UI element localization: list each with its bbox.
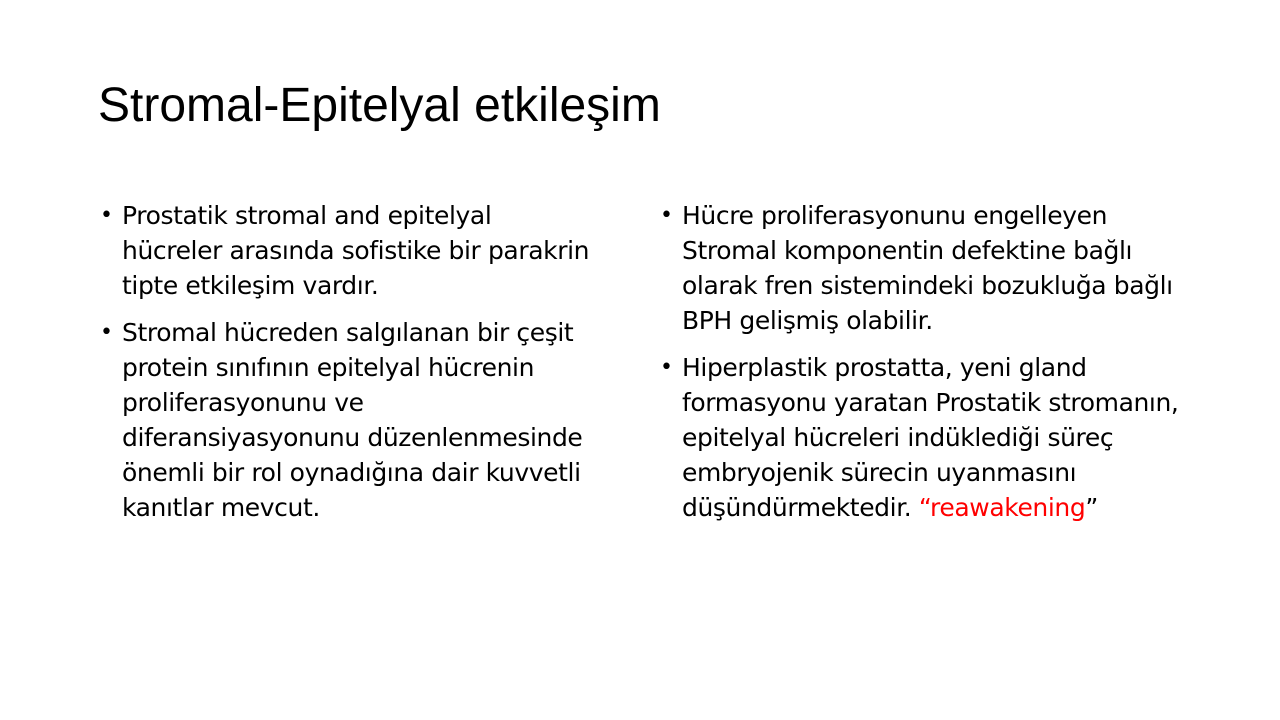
- right-bullet-list: [660, 198, 1180, 537]
- closing-quote: ”: [1085, 493, 1098, 522]
- bullet-icon: •: [100, 203, 113, 228]
- bullet-text: Prostatik stromal and epitelyal hücreler arasında sofistike bir parakrin tipte etkileşim vardır.: [122, 201, 590, 300]
- highlighted-term: “reawakening: [918, 493, 1086, 522]
- bullet-item: [100, 315, 592, 525]
- bullet-item: [660, 350, 1180, 525]
- bullet-text-body: Hiperplastik prostatta, yeni gland formasyonu yaratan Prostatik stromanın, epitelyal hücreleri indüklediği süreç embryojenik sürecin uyanmasını düşündürmektedir.: [682, 353, 1179, 522]
- bullet-item: [660, 198, 1180, 338]
- bullet-icon: •: [660, 203, 673, 228]
- bullet-text: Hücre proliferasyonunu engelleyen Stromal komponentin defektine bağlı olarak fren sistemindeki bozukluğa bağlı BPH gelişmiş olabilir.: [682, 201, 1173, 335]
- bullet-text: [682, 353, 1178, 522]
- bullet-item: [100, 198, 592, 303]
- bullet-text: Stromal hücreden salgılanan bir çeşit protein sınıfının epitelyal hücrenin proliferasyonunu ve diferansiyasyonunu düzenlenmesinde önemli bir rol oynadığına dair kuvvetli kanıtlar mevcut.: [122, 318, 583, 522]
- bullet-icon: •: [100, 320, 113, 345]
- left-bullet-list: [100, 198, 592, 537]
- slide-title: Stromal-Epitelyal etkileşim: [98, 79, 661, 132]
- bullet-icon: •: [660, 355, 673, 380]
